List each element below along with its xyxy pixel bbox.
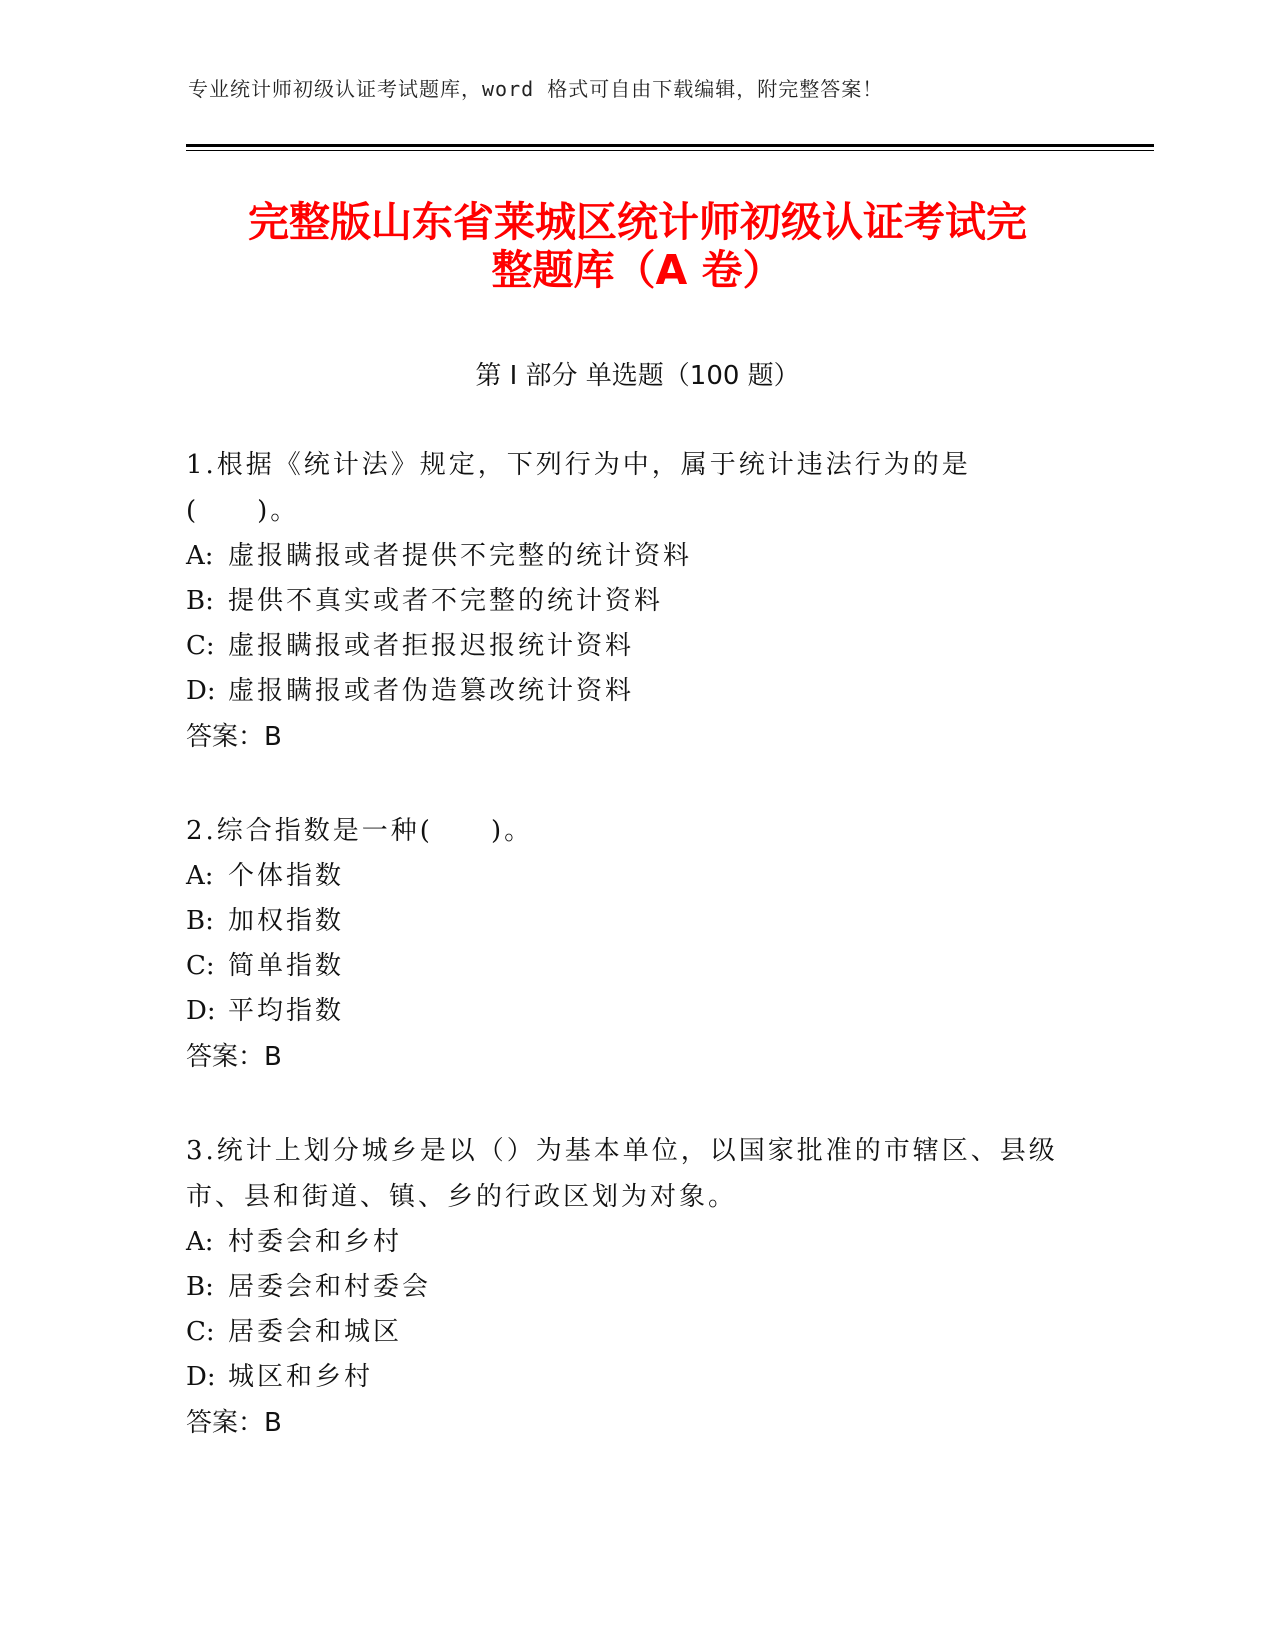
option-list (186, 534, 1076, 714)
option-list (186, 854, 1076, 1034)
option-text: 居委会和城区 (228, 1317, 403, 1347)
option-key: C: (186, 951, 215, 981)
header-divider-thin (186, 150, 1154, 151)
answer-label: 答案：B (186, 1042, 282, 1072)
option-d (186, 989, 1076, 1034)
question-list (186, 442, 1076, 1494)
option-text: 简单指数 (228, 951, 345, 981)
option-text: 加权指数 (228, 906, 345, 936)
question-text: 1.根据《统计法》规定，下列行为中，属于统计违法行为的是( )。 (186, 450, 971, 526)
option-list (186, 1220, 1076, 1400)
header-divider-thick (186, 144, 1154, 147)
option-key: D: (186, 676, 216, 706)
option-c (186, 1310, 1076, 1355)
option-key: B: (186, 586, 214, 616)
page-header: 专业统计师初级认证考试题库，word 格式可自由下载编辑，附完整答案！ (188, 77, 884, 101)
option-text: 平均指数 (228, 996, 345, 1026)
question-2 (186, 808, 1076, 1080)
option-d (186, 669, 1076, 714)
option-text: 虚报瞒报或者伪造篡改统计资料 (228, 676, 635, 706)
option-c (186, 944, 1076, 989)
option-key: D: (186, 1362, 216, 1392)
option-text: 村委会和乡村 (228, 1227, 403, 1257)
option-key: A: (186, 541, 214, 571)
option-key: D: (186, 996, 216, 1026)
option-key: A: (186, 1227, 214, 1257)
option-a (186, 854, 1076, 899)
option-text: 提供不真实或者不完整的统计资料 (228, 586, 664, 616)
option-b (186, 579, 1076, 624)
option-key: B: (186, 1272, 214, 1302)
option-text: 居委会和村委会 (228, 1272, 432, 1302)
option-a (186, 1220, 1076, 1265)
question-1 (186, 442, 1076, 760)
option-b (186, 899, 1076, 944)
document-title-line-1: 完整版山东省莱城区统计师初级认证考试完 (248, 198, 1027, 246)
question-text: 3.统计上划分城乡是以（）为基本单位，以国家批准的市辖区、县级市、县和街道、镇、乡的行政区划为对象。 (186, 1136, 1058, 1212)
option-a (186, 534, 1076, 579)
document-title-line-2: 整题库（A 卷） (491, 246, 784, 294)
option-key: C: (186, 631, 215, 661)
option-text: 虚报瞒报或者提供不完整的统计资料 (228, 541, 693, 571)
option-key: B: (186, 906, 214, 936)
option-d (186, 1355, 1076, 1400)
option-key: A: (186, 861, 214, 891)
document-title (150, 198, 1125, 294)
option-key: C: (186, 1317, 215, 1347)
option-text: 虚报瞒报或者拒报迟报统计资料 (228, 631, 635, 661)
option-b (186, 1265, 1076, 1310)
question-text: 2.综合指数是一种( )。 (186, 816, 534, 846)
answer-label: 答案：B (186, 722, 282, 752)
option-text: 个体指数 (228, 861, 345, 891)
question-3 (186, 1128, 1076, 1446)
answer-label: 答案：B (186, 1408, 282, 1438)
option-c (186, 624, 1076, 669)
option-text: 城区和乡村 (228, 1362, 374, 1392)
section-heading: 第 I 部分 单选题（100 题） (475, 361, 800, 391)
